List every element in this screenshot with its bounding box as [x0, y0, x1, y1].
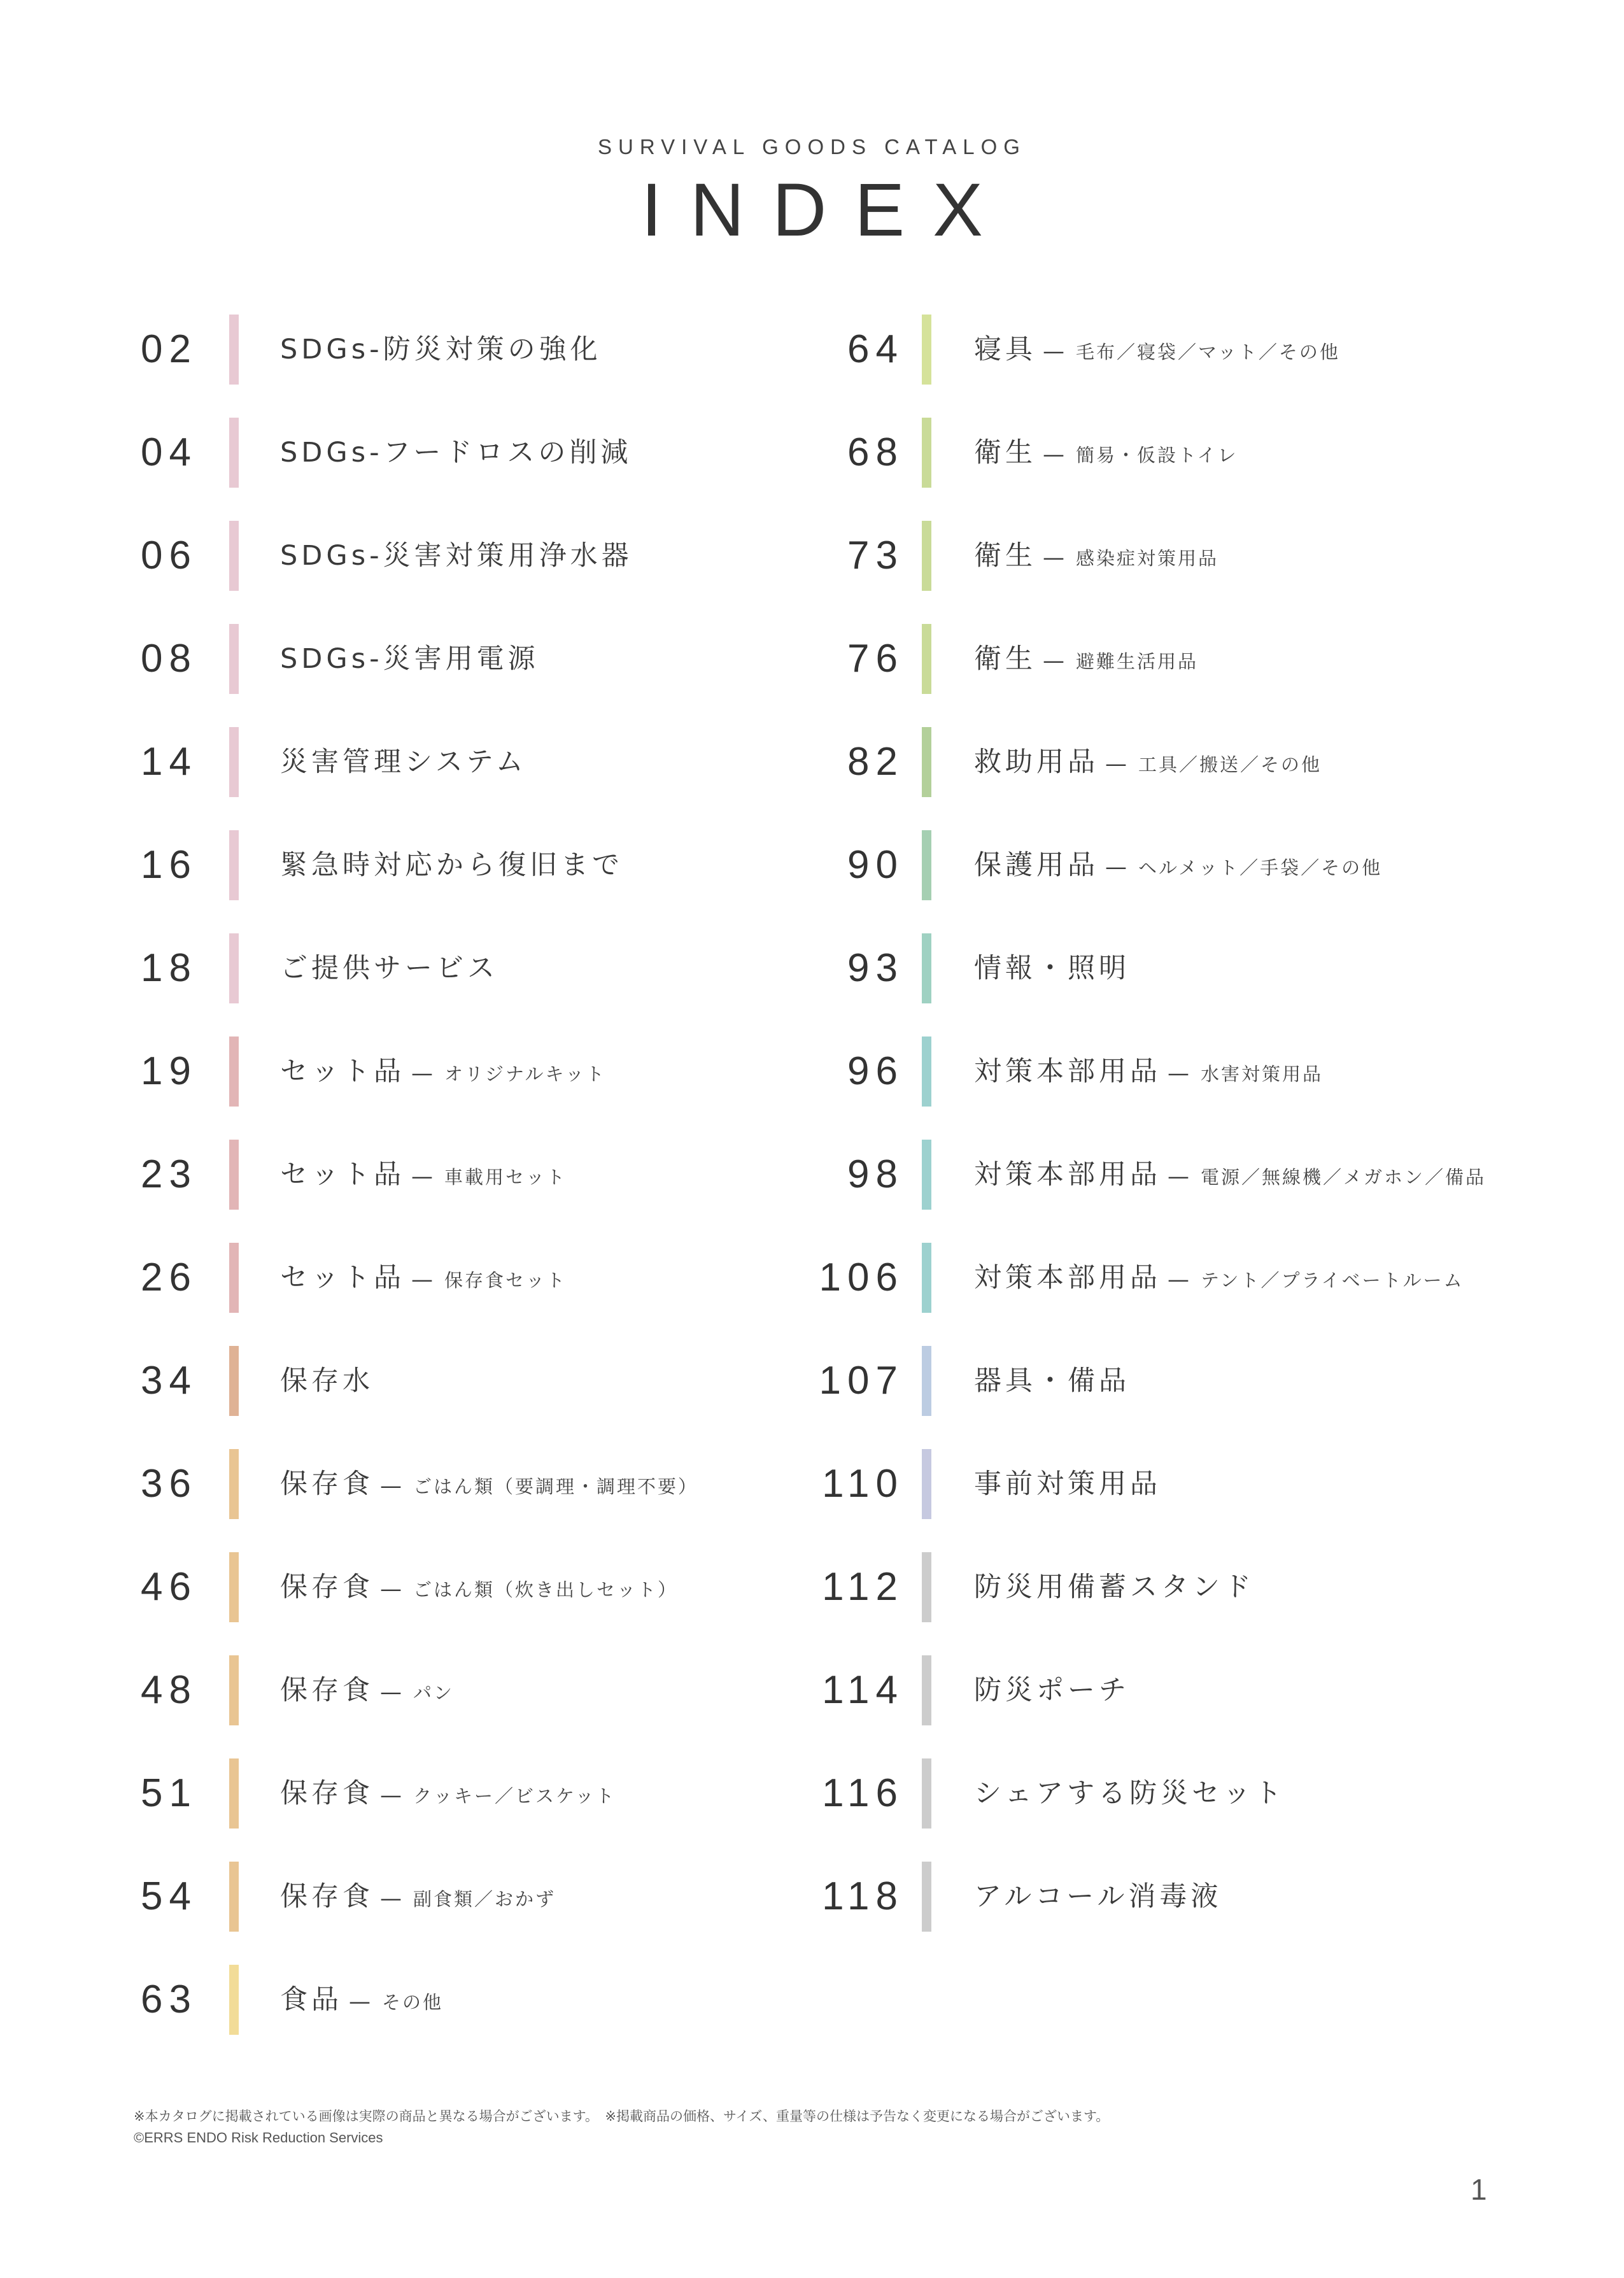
- entry-color-bar: [922, 1036, 931, 1107]
- entry-page-number: 98: [847, 1152, 904, 1196]
- entry-color-bar: [229, 1965, 239, 2035]
- entry-page-number: 63: [141, 1977, 197, 2021]
- entry-page-number: 64: [847, 327, 904, 371]
- entry-dash: —: [380, 1680, 402, 1705]
- entry-dash: —: [380, 1886, 402, 1911]
- entry-page-number: 112: [822, 1565, 904, 1609]
- entry-page-number: 90: [847, 843, 904, 887]
- index-entry[interactable]: [0, 1449, 1624, 1519]
- entry-dash: —: [1168, 1164, 1189, 1189]
- index-entry[interactable]: [0, 1862, 1624, 1932]
- entry-title: 災害管理システム: [280, 746, 527, 778]
- entry-label: [974, 1449, 1161, 1519]
- entry-page-number: 68: [847, 430, 904, 474]
- entry-page-number: 73: [847, 534, 904, 577]
- entry-page-number: 106: [819, 1256, 904, 1299]
- entry-color-bar: [922, 1449, 931, 1519]
- entry-title: 衛生: [974, 643, 1036, 675]
- catalog-subtitle: SURVIVAL GOODS CATALOG: [598, 135, 1026, 159]
- entry-title: 衛生: [974, 540, 1036, 572]
- entry-title: ご提供サービス: [280, 952, 498, 984]
- entry-label: [974, 1036, 1323, 1107]
- entry-title: アルコール消毒液: [974, 1881, 1222, 1913]
- entry-dash: —: [1168, 1061, 1189, 1086]
- entry-color-bar: [922, 1552, 931, 1622]
- entry-subtitle: 簡易・仮設トイレ: [1076, 444, 1238, 466]
- entry-page-number: 04: [141, 430, 197, 474]
- entry-title: SDGs-フードロスの削減: [280, 437, 632, 469]
- entry-subtitle: 水害対策用品: [1201, 1063, 1324, 1085]
- entry-title: 救助用品: [974, 746, 1099, 778]
- entry-page-number: 118: [822, 1874, 904, 1918]
- entry-subtitle: 副食類／おかず: [413, 1888, 556, 1910]
- entry-title: 対策本部用品: [974, 1159, 1161, 1191]
- entry-label: [974, 1243, 1464, 1313]
- entry-color-bar: [922, 624, 931, 694]
- entry-label: [974, 521, 1218, 591]
- entry-title: セット品: [280, 1262, 405, 1294]
- entry-page-number: 76: [847, 637, 904, 681]
- entry-title: 保護用品: [974, 849, 1099, 881]
- entry-color-bar: [922, 1243, 931, 1313]
- entry-label: [974, 1758, 1285, 1829]
- entry-dash: —: [1168, 1267, 1189, 1292]
- index-entry[interactable]: [0, 418, 1624, 488]
- entry-title: セット品: [280, 1056, 405, 1087]
- entry-title: 対策本部用品: [974, 1262, 1161, 1294]
- entry-title: 事前対策用品: [974, 1468, 1161, 1500]
- entry-label: [974, 933, 1130, 1003]
- entry-title: 保存食: [280, 1778, 374, 1809]
- entry-title: 保存食: [280, 1881, 374, 1913]
- entry-page-number: 19: [141, 1049, 197, 1093]
- entry-title: 保存食: [280, 1571, 374, 1603]
- entry-page-number: 82: [847, 740, 904, 784]
- entry-subtitle: クッキー／ビスケット: [413, 1785, 616, 1807]
- index-entry[interactable]: [0, 315, 1624, 385]
- entry-subtitle: 車載用セット: [444, 1166, 567, 1188]
- entry-dash: —: [411, 1164, 433, 1189]
- entry-page-number: 116: [822, 1771, 904, 1815]
- entry-page-number: 02: [141, 327, 197, 371]
- entry-title: セット品: [280, 1159, 405, 1191]
- entry-title: 保存水: [280, 1365, 374, 1397]
- entry-label: [974, 1552, 1255, 1622]
- entry-subtitle: その他: [382, 1991, 444, 2013]
- index-entry[interactable]: [0, 1655, 1624, 1725]
- entry-dash: —: [1043, 339, 1064, 364]
- entry-dash: —: [380, 1783, 402, 1808]
- entry-title: 緊急時対応から復旧まで: [280, 849, 623, 881]
- entry-title: 衛生: [974, 437, 1036, 469]
- entry-page-number: 110: [822, 1462, 904, 1506]
- entry-title: 器具・備品: [974, 1365, 1130, 1397]
- entry-title: 保存食: [280, 1468, 374, 1500]
- entry-color-bar: [922, 727, 931, 797]
- entry-color-bar: [922, 1758, 931, 1829]
- index-entry[interactable]: [0, 1346, 1624, 1416]
- entry-title: 防災ポーチ: [974, 1674, 1130, 1706]
- index-entry[interactable]: [0, 1036, 1624, 1107]
- entry-page-number: 16: [141, 843, 197, 887]
- footer-copyright: ©ERRS ENDO Risk Reduction Services: [134, 2130, 383, 2146]
- entry-title: 対策本部用品: [974, 1056, 1161, 1087]
- entry-page-number: 23: [141, 1152, 197, 1196]
- entry-label: [974, 315, 1340, 385]
- index-entry[interactable]: [0, 830, 1624, 900]
- entry-color-bar: [922, 1862, 931, 1932]
- entry-label: [974, 418, 1238, 488]
- entry-label: [974, 1862, 1222, 1932]
- page-title: INDEX: [641, 168, 1011, 252]
- entry-page-number: 08: [141, 637, 197, 681]
- entry-subtitle: テント／プライベートルーム: [1201, 1270, 1464, 1291]
- entry-dash: —: [411, 1267, 433, 1292]
- entry-subtitle: オリジナルキット: [444, 1063, 606, 1085]
- entry-color-bar: [922, 1655, 931, 1725]
- entry-dash: —: [1043, 545, 1064, 570]
- entry-title: 食品: [280, 1984, 342, 2016]
- entry-page-number: 51: [141, 1771, 197, 1815]
- index-entry[interactable]: [0, 1965, 1624, 2035]
- entry-color-bar: [922, 1140, 931, 1210]
- entry-subtitle: 避難生活用品: [1076, 651, 1199, 672]
- entry-page-number: 14: [141, 740, 197, 784]
- entry-label: [280, 1965, 443, 2035]
- index-entry[interactable]: [0, 1140, 1624, 1210]
- entry-subtitle: 保存食セット: [444, 1270, 567, 1291]
- page-number: 1: [1471, 2173, 1487, 2206]
- entry-color-bar: [922, 315, 931, 385]
- entry-page-number: 18: [141, 946, 197, 990]
- entry-dash: —: [380, 1473, 402, 1499]
- entry-title: SDGs-災害用電源: [280, 643, 539, 675]
- entry-color-bar: [922, 521, 931, 591]
- entry-subtitle: 感染症対策用品: [1076, 548, 1219, 569]
- entry-title: 保存食: [280, 1674, 374, 1706]
- index-entry[interactable]: [0, 624, 1624, 694]
- entry-subtitle: 工具／搬送／その他: [1138, 754, 1322, 775]
- entry-dash: —: [1105, 854, 1127, 880]
- entry-page-number: 114: [822, 1668, 904, 1712]
- entry-dash: —: [1043, 648, 1064, 674]
- entry-page-number: 36: [141, 1462, 197, 1506]
- index-entry[interactable]: [0, 521, 1624, 591]
- footer-note: ※本カタログに掲載されている画像は実際の商品と異なる場合がございます。 ※掲載商品の価格、サイズ、重量等の仕様は予告なく変更になる場合がございます。: [134, 2109, 1110, 2124]
- entry-subtitle: ごはん類（要調理・調理不要）: [413, 1476, 699, 1497]
- entry-title: シェアする防災セット: [974, 1778, 1286, 1809]
- entry-page-number: 26: [141, 1256, 197, 1299]
- entry-label: [974, 1346, 1130, 1416]
- entry-dash: —: [1043, 442, 1064, 467]
- entry-title: 寝具: [974, 334, 1036, 365]
- entry-page-number: 54: [141, 1874, 197, 1918]
- entry-subtitle: 毛布／寝袋／マット／その他: [1076, 341, 1340, 363]
- entry-color-bar: [922, 933, 931, 1003]
- index-entry[interactable]: [0, 727, 1624, 797]
- entry-dash: —: [349, 1989, 371, 2014]
- entry-dash: —: [380, 1576, 402, 1602]
- entry-color-bar: [922, 830, 931, 900]
- entry-page-number: 06: [141, 534, 197, 577]
- entry-color-bar: [922, 1346, 931, 1416]
- entry-dash: —: [1105, 751, 1127, 777]
- entry-label: [974, 1655, 1130, 1725]
- entry-label: [974, 727, 1322, 797]
- entry-page-number: 46: [141, 1565, 197, 1609]
- entry-title: 防災用備蓄スタンド: [974, 1571, 1255, 1603]
- entry-subtitle: 電源／無線機／メガホン／備品: [1201, 1166, 1486, 1188]
- index-entry[interactable]: [0, 1758, 1624, 1829]
- entry-title: 情報・照明: [974, 952, 1130, 984]
- entry-page-number: 96: [847, 1049, 904, 1093]
- entry-page-number: 107: [819, 1359, 904, 1403]
- entry-subtitle: パン: [413, 1682, 455, 1704]
- index-entry[interactable]: [0, 1243, 1624, 1313]
- entry-page-number: 93: [847, 946, 904, 990]
- index-entry[interactable]: [0, 933, 1624, 1003]
- index-entry[interactable]: [0, 1552, 1624, 1622]
- entry-label: [974, 624, 1198, 694]
- entry-color-bar: [922, 418, 931, 488]
- entry-label: [974, 830, 1382, 900]
- entry-subtitle: ごはん類（炊き出しセット）: [413, 1579, 679, 1601]
- entry-title: SDGs-防災対策の強化: [280, 334, 602, 365]
- entry-page-number: 48: [141, 1668, 197, 1712]
- entry-title: SDGs-災害対策用浄水器: [280, 540, 633, 572]
- entry-dash: —: [411, 1061, 433, 1086]
- entry-page-number: 34: [141, 1359, 197, 1403]
- entry-subtitle: ヘルメット／手袋／その他: [1138, 857, 1383, 879]
- entry-label: [974, 1140, 1486, 1210]
